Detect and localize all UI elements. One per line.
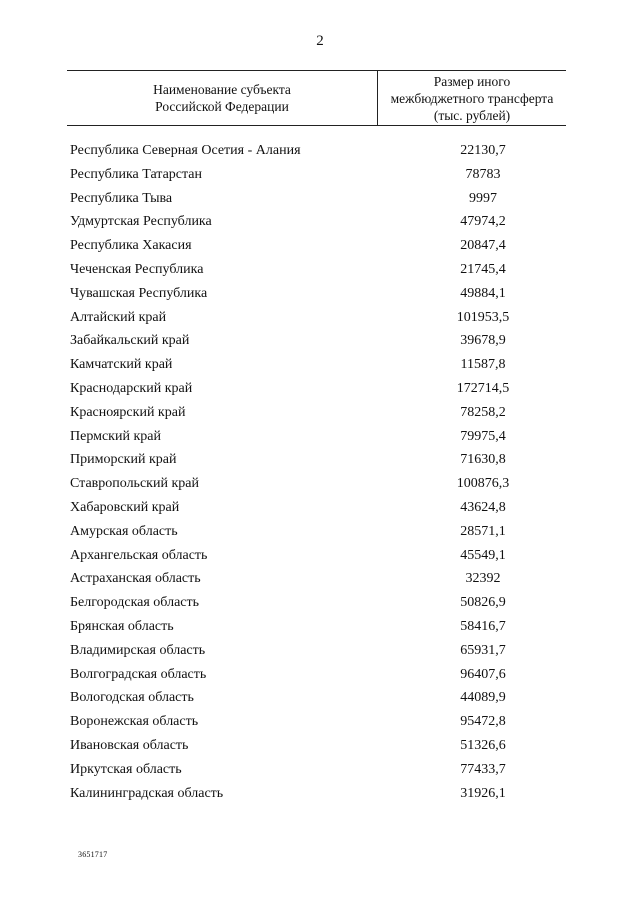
page-number: 2 [316, 33, 324, 49]
transfer-amount-cell: 44089,9 [460, 690, 506, 706]
header-region-name-line1: Наименование субъекта [153, 82, 291, 97]
header-transfer-amount-line2: межбюджетного трансферта [390, 90, 554, 106]
region-name-cell: Приморский край [70, 452, 177, 468]
header-region-name-line2: Российской Федерации [155, 99, 289, 114]
table-row [0, 760, 640, 784]
table-row [0, 641, 640, 665]
region-name-cell: Чувашская Республика [70, 285, 208, 301]
region-name-cell: Архангельская область [70, 547, 208, 563]
transfer-amount-cell: 9997 [469, 190, 497, 206]
table-row [0, 427, 640, 451]
table-row [0, 331, 640, 355]
region-name-cell: Республика Хакасия [70, 238, 192, 254]
region-name-cell: Астраханская область [70, 571, 201, 587]
table-row [0, 522, 640, 546]
region-name-cell: Вологодская область [70, 690, 194, 706]
region-name-cell: Забайкальский край [70, 333, 190, 349]
region-name-cell: Пермский край [70, 428, 161, 444]
table-row [0, 593, 640, 617]
transfer-amount-cell: 20847,4 [460, 238, 506, 254]
table-row [0, 379, 640, 403]
transfer-amount-cell: 58416,7 [460, 618, 506, 634]
transfer-amount-cell: 22130,7 [460, 143, 506, 158]
region-name-cell: Республика Татарстан [70, 166, 203, 182]
transfer-amount-cell: 31926,1 [460, 785, 506, 801]
table-row [0, 450, 640, 474]
region-name-cell: Удмуртская Республика [70, 214, 212, 230]
transfer-amount-cell: 96407,6 [460, 666, 506, 682]
transfer-amount-cell: 79975,4 [460, 428, 506, 444]
table-row [0, 403, 640, 427]
table-row [0, 189, 640, 213]
transfer-amount-cell: 65931,7 [460, 642, 506, 658]
transfer-amount-cell: 95472,8 [460, 714, 506, 730]
table-row [0, 498, 640, 522]
table-row [0, 284, 640, 308]
region-name-cell: Брянская область [70, 618, 174, 634]
transfer-amount-cell: 49884,1 [460, 285, 506, 301]
transfer-amount-cell: 47974,2 [460, 214, 506, 230]
table-row [0, 665, 640, 689]
transfer-amount-cell: 21745,4 [460, 261, 506, 277]
region-name-cell: Хабаровский край [70, 499, 180, 515]
region-name-cell: Владимирская область [70, 642, 206, 658]
table-row [0, 784, 640, 808]
region-name-cell: Чеченская Республика [70, 261, 204, 277]
transfer-amount-cell: 71630,8 [460, 452, 506, 468]
document-code: 3651717 [78, 850, 108, 859]
header-transfer-amount-line3: (тыс. рублей) [433, 107, 511, 123]
table-row [0, 212, 640, 236]
table-row [0, 355, 640, 379]
table-row [0, 474, 640, 498]
region-name-cell: Алтайский край [70, 309, 167, 325]
region-name-cell: Амурская область [70, 523, 178, 539]
transfer-amount-cell: 28571,1 [460, 523, 506, 539]
region-name-cell: Камчатский край [70, 357, 173, 373]
region-name-cell: Ивановская область [70, 737, 189, 753]
transfer-amount-cell: 11587,8 [460, 357, 506, 373]
transfer-amount-cell: 172714,5 [456, 380, 510, 396]
table-row [0, 546, 640, 570]
region-name-cell: Ставропольский край [70, 476, 199, 492]
table-row [0, 712, 640, 736]
table-row [0, 736, 640, 760]
table-body [0, 141, 640, 807]
table-header [67, 70, 566, 126]
header-transfer-amount [378, 71, 566, 125]
region-name-cell: Волгоградская область [70, 666, 207, 682]
transfer-amount-cell: 45549,1 [460, 547, 506, 563]
table-row [0, 569, 640, 593]
region-name-cell: Республика Тыва [70, 190, 173, 206]
table-row [0, 141, 640, 165]
table-row [0, 617, 640, 641]
transfer-amount-cell: 100876,3 [456, 476, 510, 492]
table-row [0, 308, 640, 332]
table-row [0, 688, 640, 712]
table-row [0, 236, 640, 260]
header-transfer-amount-line1: Размер иного [433, 73, 511, 89]
transfer-amount-cell: 78783 [465, 166, 501, 182]
table-row [0, 260, 640, 284]
transfer-amount-cell: 50826,9 [460, 595, 506, 611]
header-region-name [67, 71, 377, 125]
transfer-amount-cell: 77433,7 [460, 761, 506, 777]
transfer-amount-cell: 32392 [465, 571, 501, 587]
region-name-cell: Воронежская область [70, 714, 199, 730]
region-name-cell: Белгородская область [70, 595, 200, 611]
region-name-cell: Краснодарский край [70, 380, 193, 396]
transfer-amount-cell: 43624,8 [460, 499, 506, 515]
transfer-amount-cell: 101953,5 [456, 309, 510, 325]
transfer-amount-cell: 78258,2 [460, 404, 506, 420]
region-name-cell: Иркутская область [70, 761, 182, 777]
transfer-amount-cell: 51326,6 [460, 737, 506, 753]
region-name-cell: Калининградская область [70, 785, 224, 801]
region-name-cell: Республика Северная Осетия - Алания [70, 143, 301, 158]
region-name-cell: Красноярский край [70, 404, 186, 420]
table-row [0, 165, 640, 189]
transfer-amount-cell: 39678,9 [460, 333, 506, 349]
